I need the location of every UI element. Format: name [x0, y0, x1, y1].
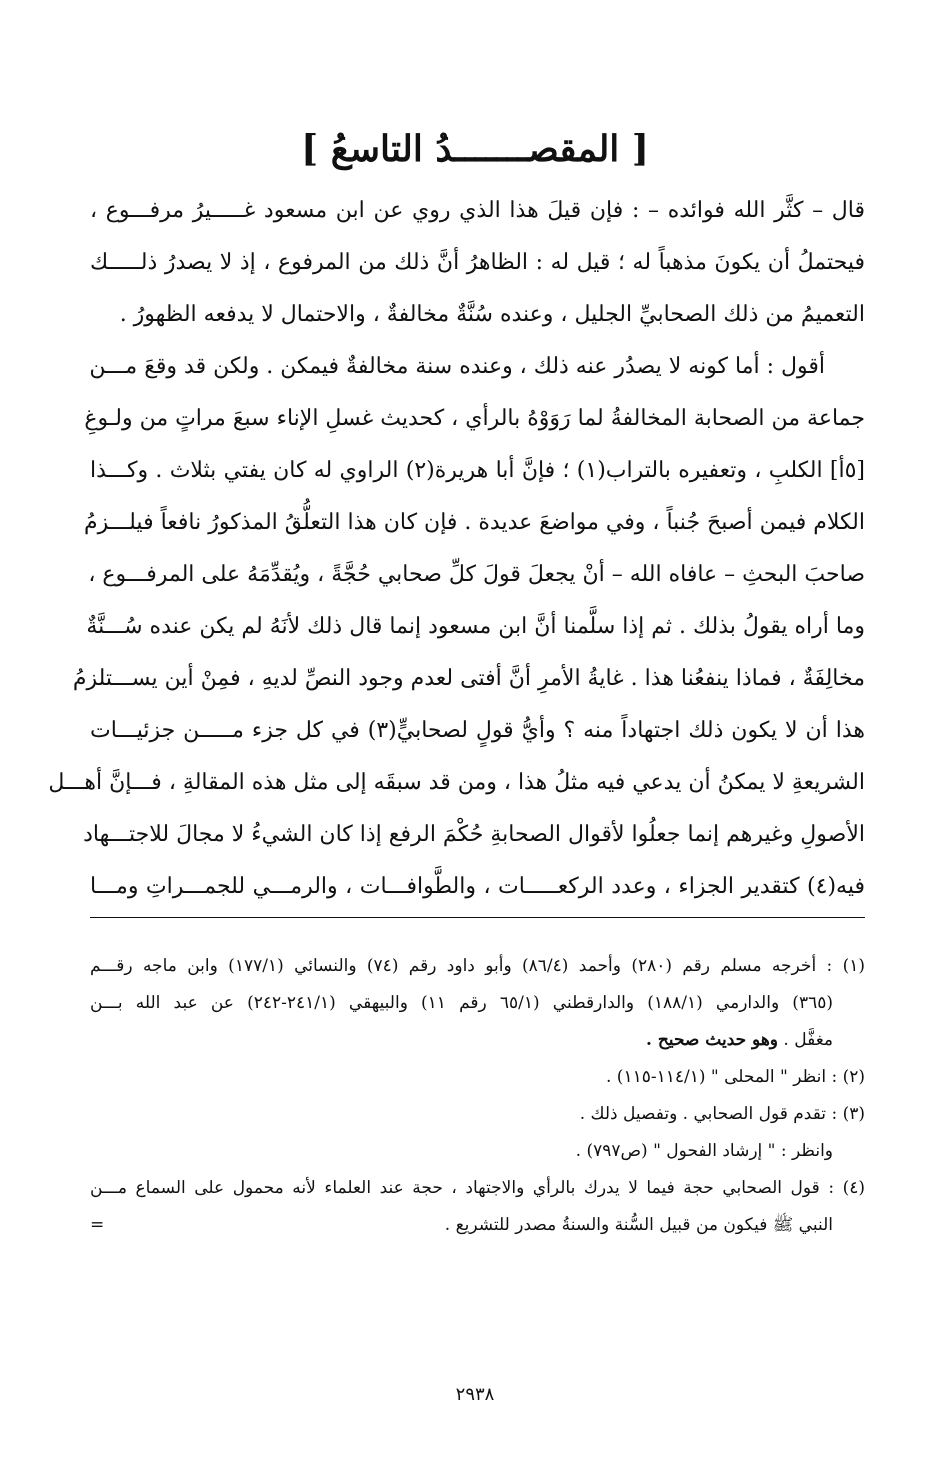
footnote-line: [90, 1207, 865, 1244]
text-line: فيه(٤) كتقدير الجزاء ، وعدد الركعـــــات ، والطَّوافـــات ، والرمـــي للجمـــراتِ ومـــا: [90, 874, 865, 899]
text-line: الكلام فيمن أصبحَ جُنباً ، وفي مواضعَ عديدة . فإن كان هذا التعلُّقُ المذكورُ نافعاً فيلـــزمُ: [84, 510, 865, 535]
text-line: أقول : أما كونه لا يصدُر عنه ذلك ، وعنده سنة مخالفةٌ فيمكن . ولكن قد وقعَ مـــن: [89, 354, 825, 379]
text-line: التعميمُ من ذلك الصحابيِّ الجليل ، وعنده سُنَّةٌ مخالفةٌ ، والاحتمال لا يدفعه الظهورُ .: [119, 302, 865, 327]
footnote-line: (٤) : قول الصحابي حجة فيما لا يدرك بالرأي والاجتهاد ، حجة عند العلماء لأنه محمول على السماع مـــن: [90, 1178, 865, 1198]
footnote-line: وانظر : " إرشاد الفحول " (ص٧٩٧) .: [575, 1141, 833, 1161]
text-line: هذا أن لا يكون ذلك اجتهاداً منه ؟ وأيُّ قولٍ لصحابيٍّ(٣) في كل جزء مـــــن جزئيـــات: [90, 718, 865, 743]
footnote-line: (٣) : تقدم قول الصحابي . وتفصيل ذلك .: [579, 1104, 865, 1124]
text-line: قال – كثَّر الله فوائده – : فإن قيلَ هذا الذي روي عن ابن مسعود غـــــيرُ مرفـــوع ،: [90, 198, 865, 223]
footnote-line: (٣٦٥) والدارمي (١٨٨/١) والدارقطني (٦٥/١ رقم ١١) والبيهقي (٢٤١/١-٢٤٢) عن عبد الله بـــن: [90, 993, 833, 1013]
footnote-text: النبي ﷺ فيكون من قبيل السُّنة والسنةُ مصدر للتشريع .: [444, 1215, 833, 1235]
text-line: صاحبَ البحثِ – عافاه الله – أنْ يجعلَ قولَ كلِّ صحابي حُجَّةً ، ويُقدِّمَهُ على المرفـــوع ،: [88, 562, 865, 587]
text-line: وما أراه يقولُ بذلك . ثم إذا سلَّمنا أنَّ ابن مسعود إنما قال ذلك لأنَهُ لم يكن عنده سُـــنَّةٌ: [86, 614, 865, 639]
footnote-divider: [90, 917, 865, 918]
text-line: فيحتملُ أن يكونَ مذهباً له ؛ قيل له : الظاهرُ أنَّ ذلك من المرفوع ، إذ لا يصدرُ ذلـــــك: [90, 250, 865, 275]
text-line: الأصولِ وغيرهم إنما جعلُوا لأقوال الصحابةِ حُكْمَ الرفع إذا كان الشيءُ لا مجالَ للاجتـــهاد: [83, 822, 865, 847]
continuation-mark: =: [90, 1215, 105, 1235]
text-line: الشريعةِ لا يمكنُ أن يدعي فيه مثلُ هذا ، ومن قد سبقَه إلى مثل هذه المقالةِ ، فـــإنَّ أهـــل: [48, 770, 865, 795]
footnote-text: مغفَّل .: [783, 1030, 833, 1050]
footnote-line: (١) : أخرجه مسلم رقم (٢٨٠) وأحمد (٨٦/٤) وأبو داود رقم (٧٤) والنسائي (١٧٧/١) وابن ماجه رقـــم: [90, 956, 866, 976]
text-line: جماعة من الصحابة المخالفةُ لما رَوَوْهُ بالرأي ، كحديث غسلِ الإناء سبعَ مراتٍ من ولـوغِ: [84, 406, 865, 431]
main-text: [48, 185, 865, 913]
text-line: [٥أ] الكلبِ ، وتعفيره بالتراب(١) ؛ فإنَّ أبا هريرة(٢) الراوي له كان يفتي بثلاث . وكـــذا: [90, 458, 865, 483]
section-heading: [ المقصـــــــدُ التاسعُ ]: [301, 128, 649, 170]
footnotes: [90, 948, 865, 1244]
footnote-line: [90, 1022, 865, 1059]
page-number: ٢٩٣٨: [455, 1384, 495, 1405]
footnote-line: (٢) : انظر " المحلى " (١١٤/١-١١٥) .: [606, 1067, 865, 1087]
footnote-emphasis: وهو حديث صحيح .: [646, 1030, 778, 1050]
text-line: مخالِفَةٌ ، فماذا ينفعُنا هذا . غايةُ الأمرِ أنَّ أفتى لعدم وجود النصِّ لديهِ ، فمِنْ أين يســـتلزمُ: [72, 666, 865, 691]
